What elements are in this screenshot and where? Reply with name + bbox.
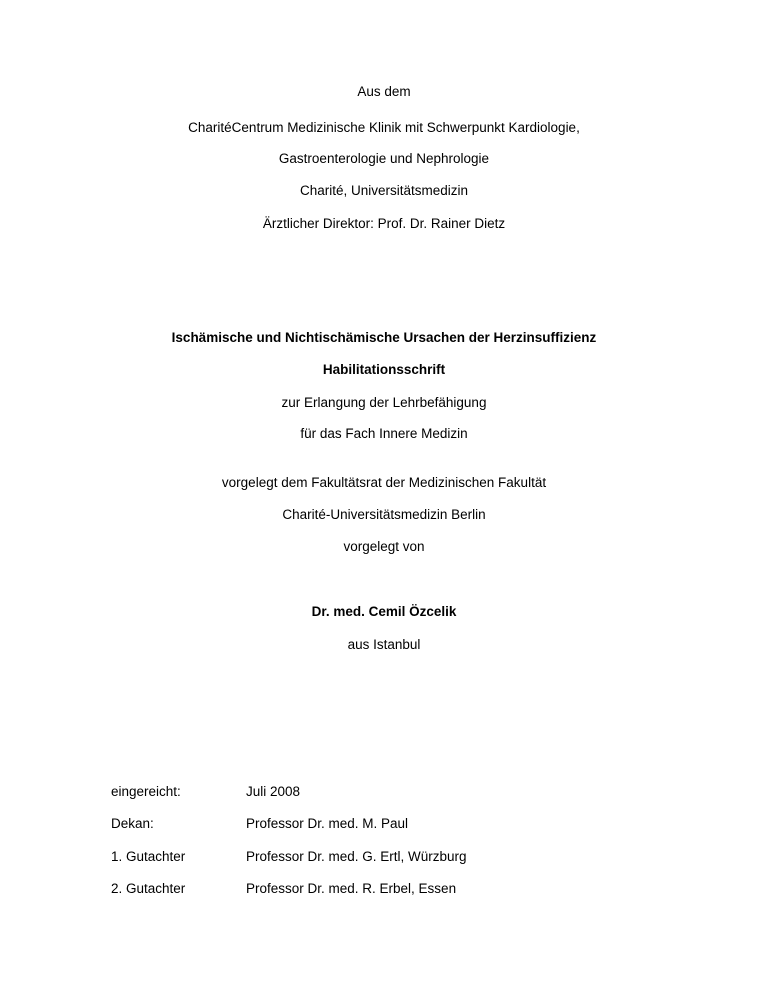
- thesis-type: Habilitationsschrift: [322, 362, 446, 377]
- submission-line-1: vorgelegt dem Fakultätsrat der Medizinischen Fakultät: [221, 475, 547, 490]
- thesis-purpose-line-2: für das Fach Innere Medizin: [300, 426, 468, 441]
- meta-label-submitted: eingereicht:: [111, 784, 181, 799]
- author-origin: aus Istanbul: [347, 637, 421, 652]
- meta-label-reviewer-2: 2. Gutachter: [111, 881, 186, 896]
- thesis-purpose-line-1: zur Erlangung der Lehrbefähigung: [281, 395, 487, 410]
- submission-line-3: vorgelegt von: [343, 539, 425, 554]
- institution-director: Ärztlicher Direktor: Prof. Dr. Rainer Dietz: [262, 216, 506, 231]
- meta-label-reviewer-1: 1. Gutachter: [111, 849, 186, 864]
- institution-line-2: CharitéCentrum Medizinische Klinik mit Schwerpunkt Kardiologie,: [188, 120, 580, 135]
- institution-line-3: Gastroenterologie und Nephrologie: [278, 151, 490, 166]
- meta-label-dean: Dekan:: [111, 816, 154, 831]
- institution-line-1: Aus dem: [357, 84, 411, 99]
- meta-value-submitted: Juli 2008: [246, 784, 301, 799]
- submission-line-2: Charité-Universitätsmedizin Berlin: [282, 507, 486, 522]
- meta-value-reviewer-1: Professor Dr. med. G. Ertl, Würzburg: [246, 849, 467, 864]
- meta-value-dean: Professor Dr. med. M. Paul: [246, 816, 409, 831]
- meta-value-reviewer-2: Professor Dr. med. R. Erbel, Essen: [246, 881, 457, 896]
- institution-line-4: Charité, Universitätsmedizin: [299, 183, 469, 198]
- author-name: Dr. med. Cemil Özcelik: [311, 604, 457, 619]
- thesis-title: Ischämische und Nichtischämische Ursachen der Herzinsuffizienz: [171, 330, 597, 345]
